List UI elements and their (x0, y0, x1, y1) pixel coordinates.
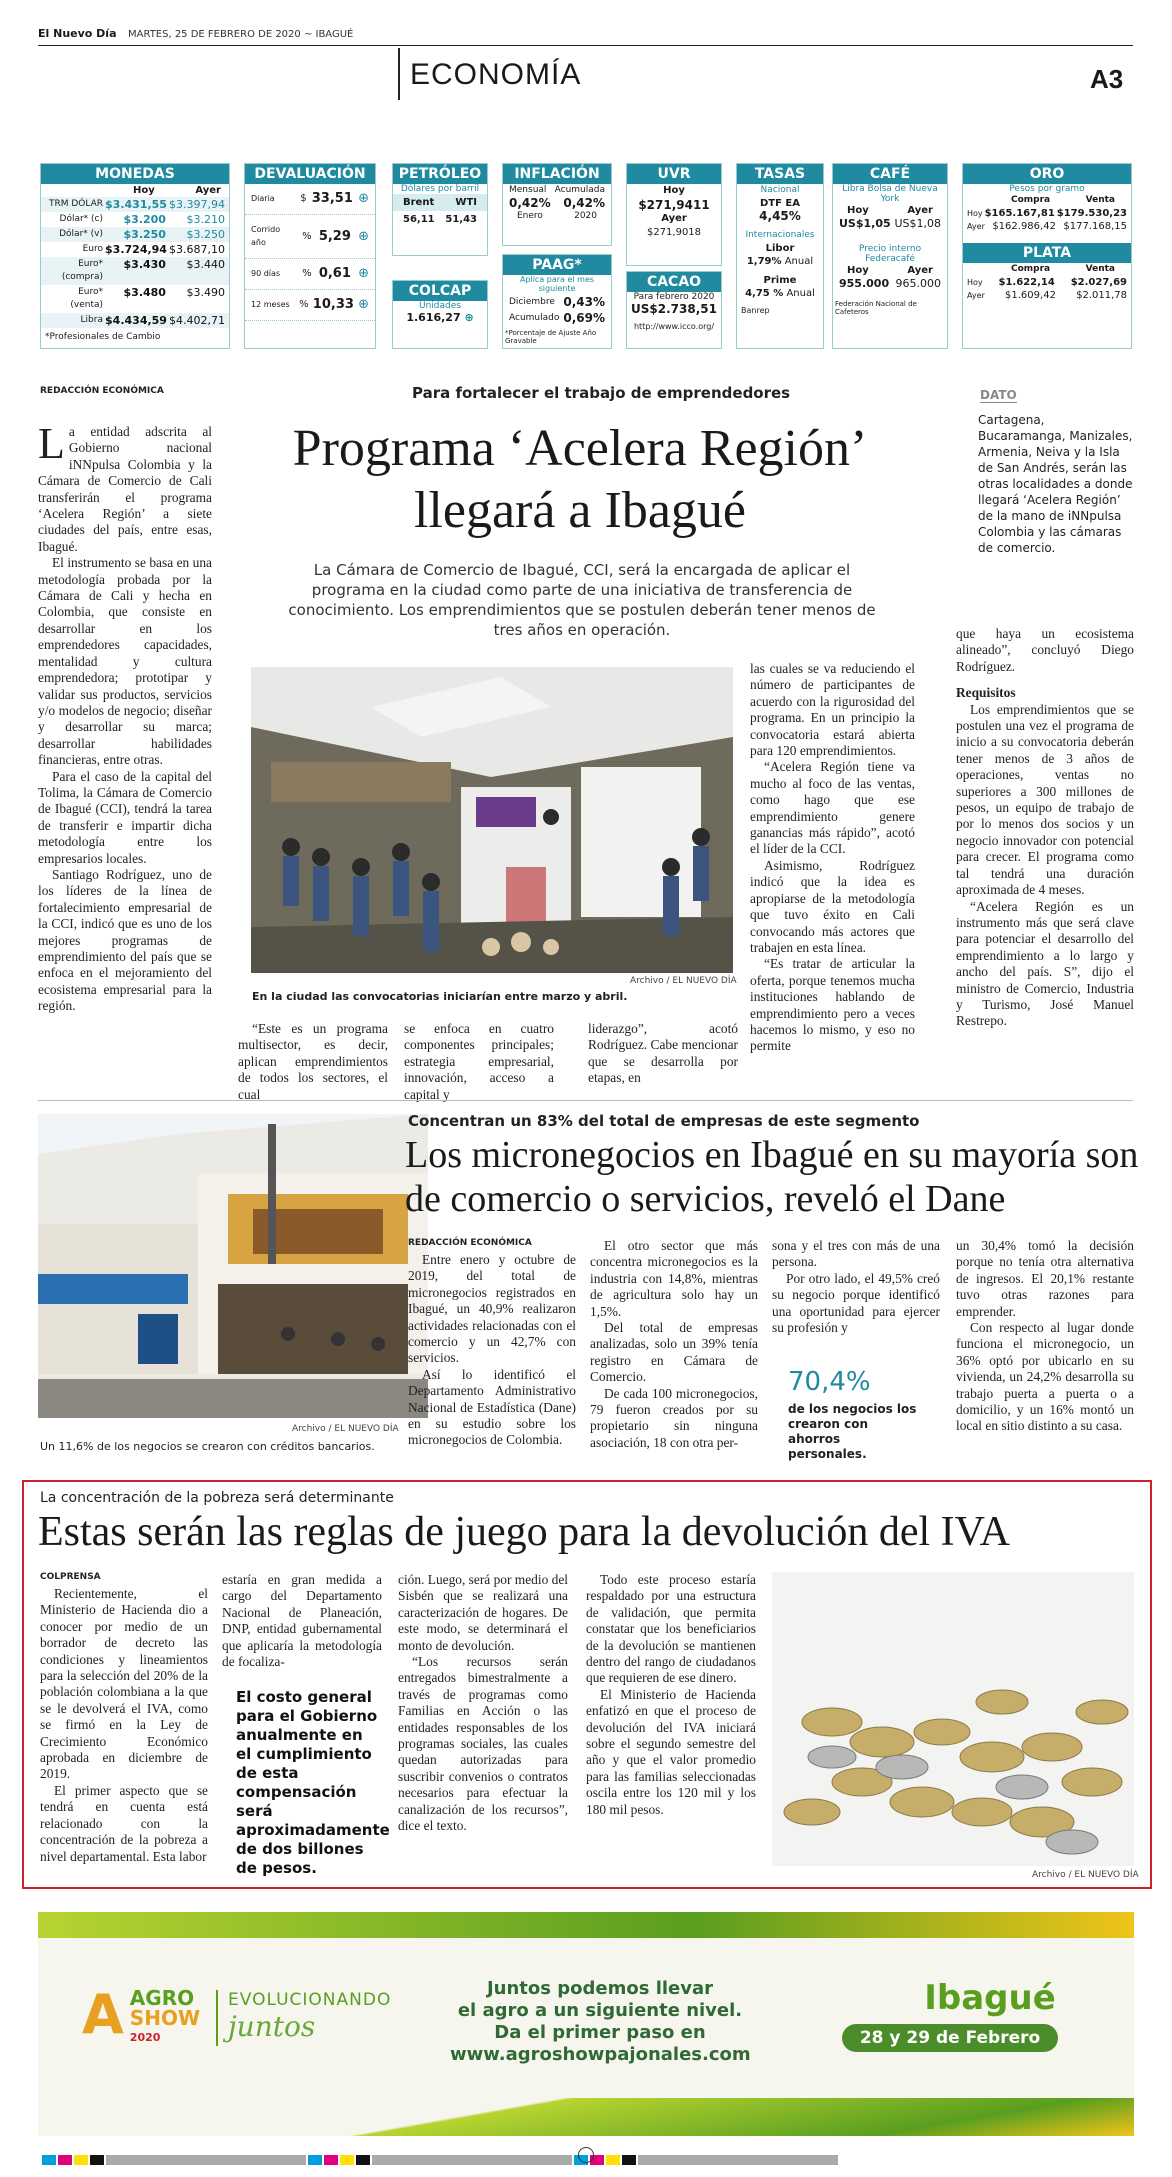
art3-col2: estaría en gran medida a cargo del Departamento Nacional de Planeación, DNP, entidad gubernamental que aplicaría la metodología de focaliza- (222, 1572, 382, 1670)
cafe-hoy-value: US$1,05 (839, 217, 891, 230)
art1-para: Para el caso de la capital del Tolima, la Cámara de Comercio de Ibagué (CCI), tendrá la tarea de transferir e impartir dicha metodología entre los empresarios locales. (38, 768, 212, 866)
ad-dates: 28 y 29 de Febrero (842, 2024, 1058, 2052)
dato-label: DATO (980, 388, 1017, 402)
art1-col1: La entidad adscrita al Gobierno nacional iNNpulsa Colombia y la Cámara de Comercio de Cali transferirán el programa ‘Acelera Región’ a siete ciudades del país, entre esas, Ibagué. El instrumento se basa en una metodología probada por la Cámara de Cali y hecha en Colombia, que consiste en desarrollar en los emprendedores capacidades, mentalidad y cultura emprendedora; prototipar y validar sus productos, servicios y/o modelos de negocio; diseñar y desarrollar su marca; desarrollar habilidades financieras, entre otras. Para el caso de la capital del Tolima, la Cámara de Comercio de Ibagué (CCI), tendrá la tarea de transferir e impartir dicha metodología entre los empresarios locales. Santiago Rodríguez, uno de los líderes de la línea de fortalecimiento empresarial de la CCI, indicó que es uno de los mejores programas de emprendimiento del país que se enfoca en el mejoramiento del ecosistema empresarial para la región. (38, 419, 212, 1014)
down-arrow-icon: ⊕ (464, 311, 474, 324)
show-word: SHOW (129, 2006, 201, 2030)
currency-ayer: $3.490 (186, 286, 225, 299)
currency-hoy: $3.431,55 (105, 198, 167, 211)
art1-byline: REDACCIÓN ECONÓMICA (40, 386, 164, 396)
art2-headline: Los micronegocios en Ibagué en su mayoría son de comercio o servicios, reveló el Dane (405, 1134, 1139, 1220)
dev-label: 90 días (251, 269, 281, 278)
art2-photo-caption: Un 11,6% de los negocios se crearon con créditos bancarios. (40, 1440, 375, 1453)
dato-text: Cartagena, Bucaramanga, Manizales, Armenia, Neiva y la Isla de San Andrés, serán las otras localidades a donde llegará ‘Acelera Región’ de la mano de iNNpulsa Colombia y las cámaras de comercio. (978, 413, 1133, 555)
monedas-box (40, 163, 230, 349)
requisitos-heading: Requisitos (956, 685, 1016, 701)
coins-photo (772, 1572, 1134, 1866)
art1-col2: “Este es un programa multisector, es decir, aplican emprendimientos de todos los sectores, el cual (238, 1021, 388, 1102)
art2-col2: El otro sector que más concentra micronegocios es la industria con 14,8%, mientras de agricultura solo hay un 1,5%. Del total de empresas analizadas, solo un 39% tenía registro en Cámara de Comercio. De cada 100 micronegocios, 79 fueron creados por su propietario sin ninguna asociación, 18 con otra per- (590, 1238, 758, 1450)
up-arrow-icon: ⊕ (358, 266, 369, 281)
art3-kicker: La concentración de la pobreza será determinante (40, 1490, 394, 1506)
cafe-ayer-value: US$1,08 (894, 217, 941, 230)
currency-ayer: $3.210 (186, 213, 225, 226)
ad-city: Ibagué (924, 1978, 1056, 2018)
uvr-box (626, 163, 722, 266)
art3-headline: Estas serán las reglas de juego para la devolución del IVA (38, 1509, 1010, 1555)
art1-col3: se enfoca en cuatro componentes principales; estrategia empresarial, innovación, acceso a capital y (404, 1021, 554, 1102)
colcap-value: 1.616,27 ⊕ (406, 311, 474, 324)
wti-label: WTI (455, 197, 477, 208)
art2-byline: REDACCIÓN ECONÓMICA (408, 1238, 532, 1248)
art2-col3: sona y el tres con más de una persona. Por otro lado, el 49,5% creó su negocio porque identificó una oportunidad para ejercer su profesión y (772, 1238, 940, 1336)
acumulado-value: 0,69% (563, 311, 605, 325)
art2-kicker: Concentran un 83% del total de empresas de este segmento (408, 1112, 920, 1130)
oro-hoy-venta: $179.530,23 (1056, 208, 1127, 219)
dev-value: 0,61 (318, 266, 351, 281)
currency-ayer: $3.250 (186, 228, 225, 241)
currency-row (41, 212, 229, 227)
devaluacion-row (245, 259, 375, 290)
currency-ayer: $4.402,71 (169, 314, 225, 327)
dev-unit: % (302, 230, 312, 242)
oro-sub: Pesos por gramo (1009, 184, 1085, 194)
currency-hoy: $3.250 (123, 228, 166, 241)
currency-hoy: $4.434,59 (105, 314, 167, 327)
uvr-hoy-value: $271,9411 (638, 198, 710, 212)
header-rule (38, 45, 1133, 46)
uvr-hoy-label: Hoy (663, 185, 685, 196)
devaluacion-row (245, 215, 375, 259)
art3-col4: Todo este proceso estaría respaldado por una estructura de validación, que permita constatar que los beneficiarios de la devolución se mantienen dentro del rango de ciudadanos que requieren de ese dinero. El Ministerio de Hacienda enfatizó en que el proceso de devolución del IVA iniciará sobre el segundo semestre del año y que el valor promedio para las familias seleccionadas oscila entre los 120 mil y los 180 mil pesos. (586, 1572, 756, 1817)
art1-para: a entidad adscrita al Gobierno nacional iNNpulsa Colombia y la Cámara de Comercio de Cali transferirán el programa ‘Acelera Región’ a siete ciudades del país, entre esas, Ibagué. (38, 424, 212, 554)
brent-label: Brent (403, 197, 435, 208)
plata-ayer-venta: $2.011,78 (1076, 290, 1127, 301)
diciembre-value: 0,43% (563, 295, 605, 309)
currency-hoy: $3.430 (123, 258, 166, 271)
currency-label: TRM DÓLAR (48, 199, 103, 209)
monedas-title: MONEDAS (41, 164, 229, 184)
art1-col4: liderazgo”, acotó Rodríguez. Cabe mencionar que se desarrolla por etapas, en (588, 1021, 738, 1086)
art3-col3: ción. Luego, será por medio del Sisbén que se realizará una caracterización de hogares. De este modo, se determinará el monto de devolución. “Los recursos serán entregados bimestralmente a través de programas como Familias en Acción o las entidades responsables de los programas sociales, las cuales quedan autorizadas para suscribir convenios o contratos necesarios para efectuar la canalización de los recursos”, dice el texto. (398, 1572, 568, 1834)
devaluacion-title: DEVALUACIÓN (245, 164, 375, 184)
cacao-note: http://www.icco.org/ (633, 322, 715, 331)
article-separator (38, 1100, 1133, 1101)
ad-band-top (38, 1912, 1134, 1938)
cafe-sub2: Precio interno Federacafé (858, 244, 922, 264)
page-number: A3 (1090, 64, 1124, 94)
currency-row (41, 242, 229, 257)
wti-value: 51,43 (445, 214, 477, 225)
up-arrow-icon: ⊕ (358, 297, 369, 312)
plata-ayer-compra: $1.609,42 (1005, 290, 1056, 301)
cacao-title: CACAO (627, 272, 721, 292)
oro-box: ORO Pesos por gramo Compra Venta Hoy $165.167,81 $179.530,23 Ayer $162.986,42 $177.168,15 PLATA Compra Venta Hoy $1.622,14 $2.027,69 Ayer $1.609,42 $2.011,78 (962, 163, 1132, 349)
currency-row (41, 197, 229, 212)
currency-label: Dólar* (v) (59, 229, 103, 239)
agro-word: AGRO (129, 1986, 195, 2010)
art1-col5: las cuales se va reduciendo el número de participantes de acuerdo con la rigurosidad del programa. En un principio la convocatoria estará abierta para 120 emprendimientos. “Acelera Región tiene va mucho al foco de las ventas, como hago que ese emprendimiento genere ganancias más rápido”, acotó el líder de la CCI. Asimismo, Rodríguez indicó que la idea es apropiarse de la metodología que tuvo éxito en Cali convocando más actores que trabajen en esta línea. “Es tratar de articular la oferta, porque tenemos mucha instituciones hablando de emprendimiento pero a veces hacemos lo mismo, y eso no permite (750, 661, 915, 1054)
art1-kicker: Para fortalecer el trabajo de emprendedores (412, 384, 791, 402)
registration-mark-icon (578, 2147, 594, 2163)
libor-value: 1,79% Anual (746, 256, 814, 267)
plata-hoy-venta: $2.027,69 (1070, 277, 1127, 288)
year-label: 2020 (574, 211, 597, 221)
mensual-value: 0,42% (509, 196, 551, 210)
art1-photo-caption: En la ciudad las convocatorias iniciarían entre marzo y abril. (252, 990, 628, 1003)
oro-ayer-compra: $162.986,42 (992, 221, 1056, 232)
mes-label: Enero (517, 211, 543, 221)
acumulada-value: 0,42% (563, 196, 605, 210)
brent-value: 56,11 (403, 214, 435, 225)
art3-byline: COLPRENSA (40, 1572, 101, 1582)
acumulado-label: Acumulado (509, 313, 560, 323)
dtf-label: DTF EA (759, 198, 800, 209)
dev-value: 33,51 (311, 191, 353, 206)
hoy-label: Hoy (133, 185, 155, 196)
uvr-ayer-label: Ayer (661, 213, 687, 224)
date-line: MARTES, 25 DE FEBRERO DE 2020 ~ IBAGUÉ (128, 29, 354, 40)
micronegocios-photo (38, 1114, 428, 1418)
oro-ayer-venta: $177.168,15 (1063, 221, 1127, 232)
stat-figure: 70,4% (788, 1367, 871, 1397)
dtf-value: 4,45% (759, 209, 801, 223)
ad-band-bottom (38, 2098, 1134, 2136)
ayer-label: Ayer (195, 185, 221, 196)
stat-text: de los negocios los crearon con ahorros personales. (788, 1402, 917, 1461)
tasas-title: TASAS (737, 164, 823, 184)
masthead: El Nuevo Día (38, 27, 117, 40)
acumulada-label: Acumulada (554, 185, 605, 195)
currency-label: Euro* (venta) (70, 287, 103, 310)
currency-hoy: $3.724,94 (105, 243, 167, 256)
paag-sub: Aplica para el mes siguiente (519, 275, 595, 293)
cafe-ayer-label: Ayer (907, 205, 933, 216)
oro-hoy-compra: $165.167,81 (984, 208, 1055, 219)
art3-col1: Recientemente, el Ministerio de Hacienda dio a conocer por medio de un borrador de decreto las condiciones y lineamientos para la selección del 20% de la población colombiana a la que se le devolverá el IVA, como se firmó en la Ley de Crecimiento Económico aprobada en diciembre de 2019. El primer aspecto que se tendrá en cuenta está relacionado con la concentración de la pobreza a nivel departamental. Esta labor (40, 1586, 208, 1864)
cafe-sub: Libra Bolsa de Nueva York (842, 184, 938, 204)
pull-quote: El costo general para el Gobierno anualmente en el cumplimiento de esta compensación será aproximadamente de dos billones de pesos. (236, 1688, 390, 1877)
cafe-note: Federación Nacional de Cafeteros (835, 300, 917, 316)
diciembre-label: Diciembre (509, 297, 555, 307)
oro-compra-label: Compra (1011, 195, 1051, 205)
currency-ayer: $3.687,10 (169, 243, 225, 256)
dev-label: 12 meses (251, 300, 290, 309)
dev-unit: % (299, 299, 309, 310)
dev-value: 5,29 (318, 228, 351, 244)
currency-label: Euro (82, 244, 103, 254)
art3-photo-credit: Archivo / EL NUEVO DÍA (1032, 1870, 1139, 1880)
cafe-hoy-value2: 955.000 (839, 277, 890, 290)
paag-box (502, 254, 612, 349)
uvr-title: UVR (627, 164, 721, 184)
dev-label: Diaria (251, 194, 275, 203)
art1-col6: que haya un ecosistema alineado”, concluyó Diego Rodríguez. Requisitos Los emprendimientos que se postulen una vez el programa de inicio a su convocatoria deberán tener menos de 3 años de operaciones, ventas no superiores a 300 millones de pesos, un equipo de trabajo de por lo menos dos socios y un negocio innovador con potencial para crecer. El programa como tal tendrá una duración aproximada de 4 meses. “Acelera Región es un instrumento más que será clave para potenciar el desarrollo del emprendimiento a lo largo y ancho del país. S”, dijo el ministro de Comercio, Industria y Turismo, José Manuel Restrepo. (956, 626, 1134, 1029)
ad-url[interactable]: www.agroshowpajonales.com (450, 2044, 751, 2065)
art1-headline: Programa ‘Acelera Región’ llegará a Ibagué (292, 420, 868, 539)
cacao-sub: Para febrero 2020 (633, 292, 715, 302)
cafe-ayer-value2: 965.000 (895, 277, 941, 290)
devaluacion-row (245, 290, 375, 321)
currency-row (41, 257, 229, 285)
currency-row (41, 313, 229, 328)
currency-label: Euro* (compra) (61, 259, 103, 282)
art1-para: Santiago Rodríguez, uno de los líderes de la línea de fortalecimiento empresarial de la CCI, indicó que es uno de los mejores programas de emprendimiento del país que se enfoca en el mejoramiento del ecosistema empresarial para la región. (38, 866, 212, 1014)
devaluacion-row (245, 184, 375, 215)
up-arrow-icon: ⊕ (358, 228, 369, 244)
currency-ayer: $3.397,94 (169, 198, 225, 211)
section-divider (398, 48, 400, 100)
paag-note: *Porcentaje de Ajuste Año Gravable (505, 329, 597, 345)
currency-row (41, 285, 229, 313)
art2-photo-credit: Archivo / EL NUEVO DÍA (292, 1424, 399, 1434)
prime-value: 4,75 % Anual (745, 288, 815, 299)
ad-divider (216, 1990, 218, 2046)
ad-slogan: EVOLUCIONANDO juntos (228, 1990, 392, 2043)
agro-year: 2020 (129, 2031, 161, 2044)
colcap-box (392, 280, 488, 349)
cacao-box (626, 271, 722, 349)
prime-label: Prime (763, 275, 797, 286)
cafe-title: CAFÉ (833, 164, 947, 184)
cacao-value: US$2.738,51 (631, 302, 717, 316)
mensual-label: Mensual (509, 185, 547, 195)
currency-row (41, 227, 229, 242)
tasas-internacionales: Internacionales (745, 230, 815, 240)
devaluacion-box (244, 163, 376, 349)
oro-title: ORO (963, 164, 1131, 184)
plata-hoy-compra: $1.622,14 (998, 277, 1055, 288)
up-arrow-icon: ⊕ (358, 191, 369, 206)
colcap-title: COLCAP (393, 281, 487, 301)
art2-col1: Entre enero y octubre de 2019, del total de micronegocios registrados en Ibagué, un 40,9% realizaron actividades relacionadas con el comercio y un 42,7% con servicios. Así lo identificó el Departamento Administrativo Nacional de Estadística (Dane) en su estudio sobre los micronegocios de Colombia. (408, 1252, 576, 1448)
cafe-box: CAFÉ Libra Bolsa de Nueva York Hoy Ayer US$1,05 US$1,08 Precio interno Federacafé Hoy Ayer 955.000 965.000 Federación Nacional de Cafeteros (832, 163, 948, 349)
uvr-ayer-value: $271,9018 (646, 227, 702, 238)
tasas-note: Banrep (741, 306, 770, 315)
inflacion-box (502, 163, 612, 246)
tasas-box (736, 163, 824, 349)
art2-col4: un 30,4% tomó la decisión porque no tenía otra alternativa de ingresos. El 20,1% restante tuvo otras razones para emprender. Con respecto al lugar donde funciona el micronegocio, un 36% optó por ubicarlo en su vivienda, un 24,2% desarrolla su trabajo puerta a puerta o a domicilio, y un 16% montó un local en sitio distinto a su casa. (956, 1238, 1134, 1434)
entrepreneurs-fair-photo (251, 667, 733, 973)
art1-para: El instrumento se basa en una metodología probada por la Cámara de Cali y hecha en Colombia, que consiste en desarrollar en los emprendedores capacidades, mentalidad y cultura emprendedora; prototipar y validar sus productos, servicios y/o modelos de negocio; diseñar y desarrollar su marca; desarrollar habilidades financieras, entre otras. (38, 555, 212, 768)
agroshow-logo: A AGRO SHOW 2020 (82, 1983, 201, 2046)
petroleo-box (392, 163, 488, 256)
oro-venta-label: Venta (1085, 195, 1115, 205)
monedas-note: *Profesionales de Cambio (45, 332, 161, 342)
currency-hoy: $3.200 (123, 213, 166, 226)
dev-label: Corrido año (251, 225, 281, 247)
dev-unit: $ (300, 193, 307, 204)
art1-photo-credit: Archivo / EL NUEVO DÍA (630, 976, 737, 986)
plata-title: PLATA (963, 243, 1131, 263)
currency-ayer: $3.440 (186, 258, 225, 271)
section-title: ECONOMÍA (410, 58, 582, 91)
cafe-hoy-label: Hoy (847, 205, 869, 216)
currency-label: Libra (80, 315, 103, 325)
colcap-sub: Unidades (419, 301, 461, 311)
petroleo-sub: Dólares por barril (400, 184, 480, 194)
art1-lead: La Cámara de Comercio de Ibagué, CCI, será la encargada de aplicar el programa en la ciudad como parte de una iniciativa de transferencia de conocimiento. Los emprendimientos que se postulen deberán tener menos de tres años en operación. (288, 561, 876, 639)
dev-value: 10,33 (312, 297, 354, 312)
currency-hoy: $3.480 (123, 286, 166, 299)
currency-label: Dólar* (c) (59, 214, 103, 224)
paag-title: PAAG* (503, 255, 611, 275)
tasas-nacional: Nacional (760, 185, 800, 195)
ad-message: Juntos podemos llevar el agro a un siguiente nivel. Da el primer paso en www.agroshowpajonales.com (450, 1978, 751, 2065)
petroleo-title: PETRÓLEO (393, 164, 487, 184)
libor-label: Libor (765, 243, 795, 254)
inflacion-title: INFLACIÓN (503, 164, 611, 184)
dev-unit: % (302, 268, 312, 279)
